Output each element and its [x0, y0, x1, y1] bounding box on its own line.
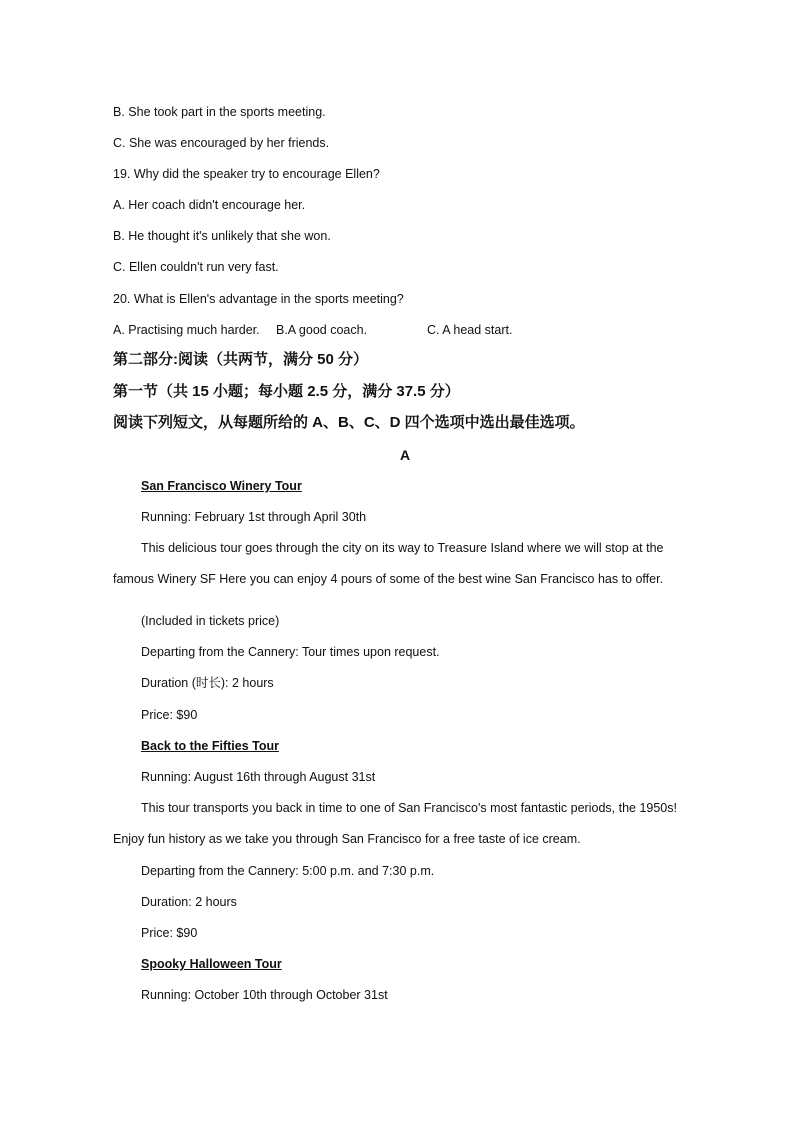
- halloween-tour-running: Running: October 10th through October 31st: [141, 988, 388, 1002]
- winery-tour-running: Running: February 1st through April 30th: [141, 510, 367, 524]
- q20-option-c: C. A head start.: [427, 323, 513, 337]
- q20-option-b: B.A good coach.: [276, 323, 368, 337]
- q19-stem: 19. Why did the speaker try to encourage Ellen?: [113, 167, 380, 181]
- winery-tour-description-line1: This delicious tour goes through the city on its way to Treasure Island where we will stop at the: [141, 541, 664, 555]
- q19-option-b: B. He thought it's unlikely that she won.: [113, 229, 331, 243]
- winery-tour-duration: Duration (时长): 2 hours: [141, 676, 274, 690]
- fifties-tour-duration: Duration: 2 hours: [141, 895, 237, 909]
- winery-tour-description-line2: famous Winery SF Here you can enjoy 4 pours of some of the best wine San Francisco has to offer.: [113, 572, 664, 586]
- passage-letter: A: [400, 447, 411, 463]
- reading-instruction: 阅读下列短文，从每题所给的 A、B、C、D 四个选项中选出最佳选项。: [113, 414, 585, 431]
- q19-option-a: A. Her coach didn't encourage her.: [113, 198, 306, 212]
- fifties-tour-description-line2: Enjoy fun history as we take you through San Francisco for a free taste of ice cream.: [113, 832, 581, 846]
- fifties-tour-price: Price: $90: [141, 926, 198, 940]
- fifties-tour-departing: Departing from the Cannery: 5:00 p.m. and 7:30 p.m.: [141, 864, 435, 878]
- halloween-tour-title: Spooky Halloween Tour: [141, 957, 282, 971]
- part-two-title: 第二部分:阅读（共两节，满分 50 分）: [113, 351, 369, 368]
- winery-tour-title: San Francisco Winery Tour: [141, 479, 302, 493]
- fifties-tour-description-line1: This tour transports you back in time to one of San Francisco's most fantastic periods, the 1950s!: [141, 801, 677, 815]
- q20-stem: 20. What is Ellen's advantage in the sports meeting?: [113, 292, 404, 306]
- section-one-title: 第一节（共 15 小题；每小题 2.5 分，满分 37.5 分）: [113, 383, 460, 400]
- fifties-tour-title: Back to the Fifties Tour: [141, 739, 279, 753]
- winery-tour-price: Price: $90: [141, 708, 198, 722]
- winery-tour-departing: Departing from the Cannery: Tour times upon request.: [141, 645, 440, 659]
- q18-option-b: B. She took part in the sports meeting.: [113, 105, 326, 119]
- winery-tour-included: (Included in tickets price): [141, 614, 280, 628]
- fifties-tour-running: Running: August 16th through August 31st: [141, 770, 376, 784]
- q19-option-c: C. Ellen couldn't run very fast.: [113, 260, 279, 274]
- q20-option-a: A. Practising much harder.: [113, 323, 260, 337]
- q18-option-c: C. She was encouraged by her friends.: [113, 136, 330, 150]
